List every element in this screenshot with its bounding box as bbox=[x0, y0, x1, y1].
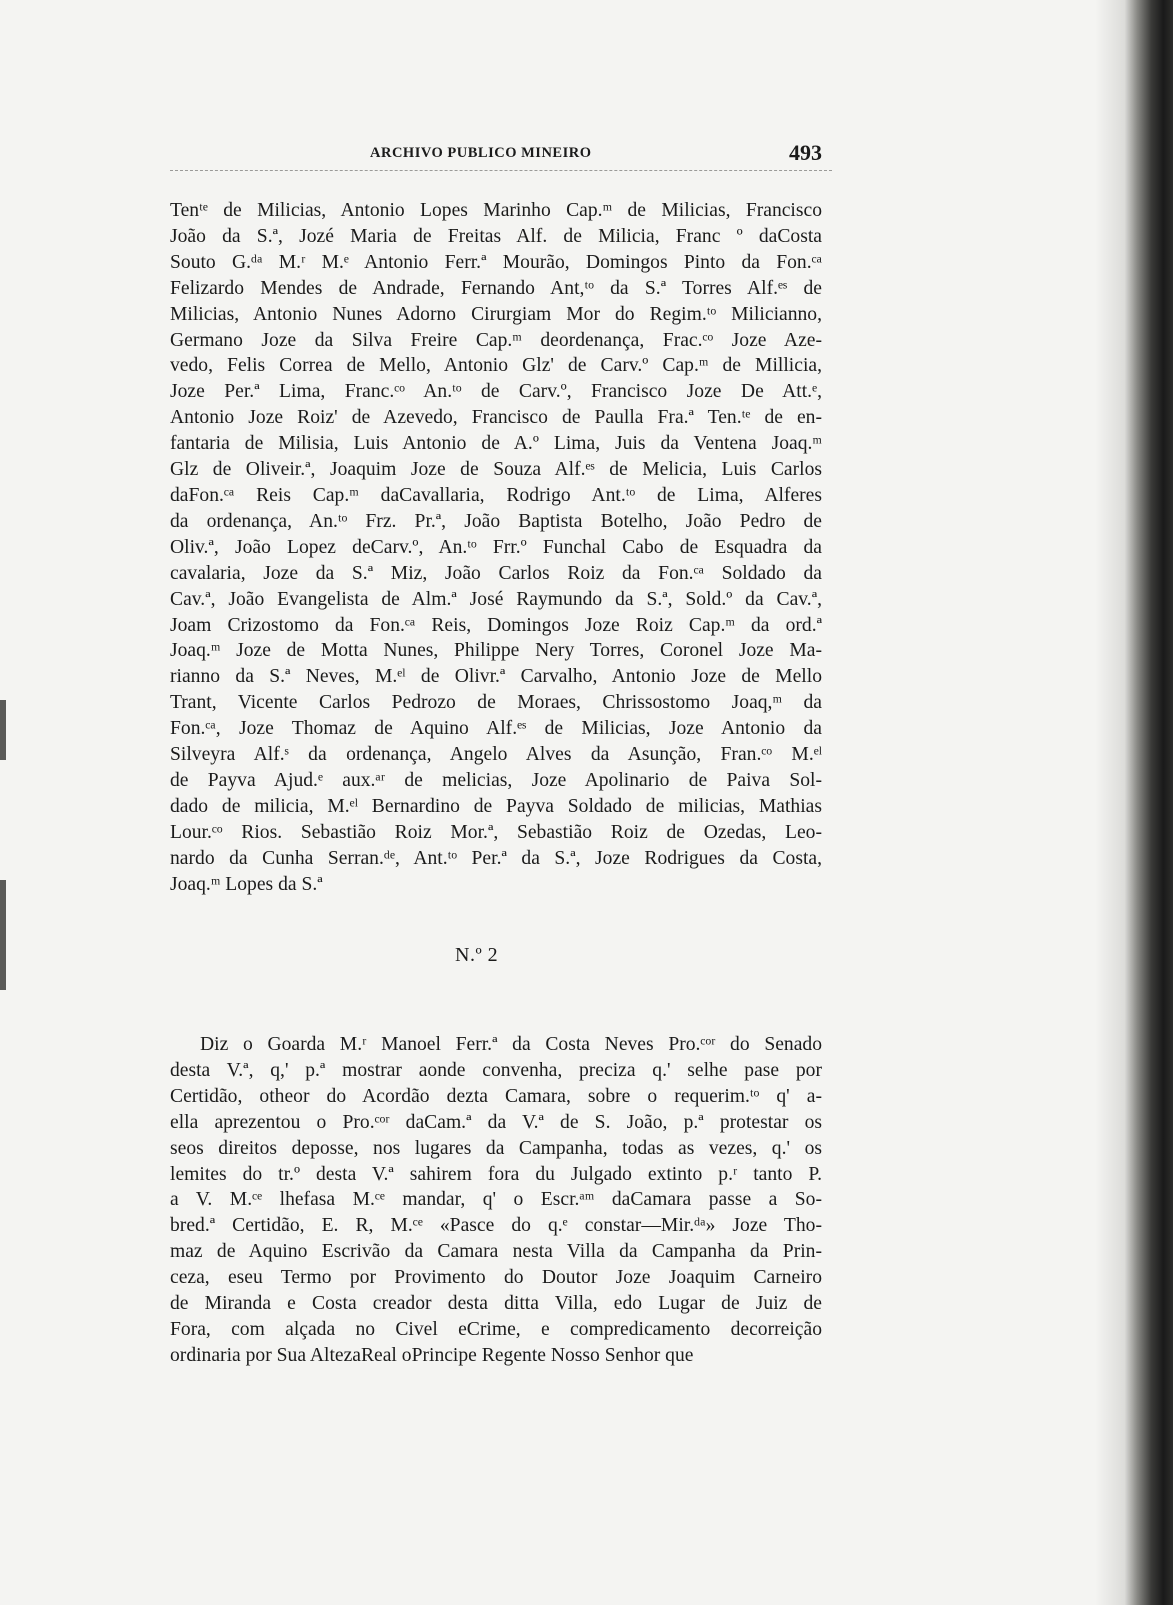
text-line: ella aprezentou o Pro.ᶜᵒʳ daCam.ª da V.ª de S. João, p.ª protestar os bbox=[170, 1111, 822, 1133]
text-line: seos direitos deposse, nos lugares da Campanha, todas as vezes, q.' os bbox=[170, 1137, 822, 1159]
left-margin-mark bbox=[0, 880, 6, 990]
text-line: Trant, Vicente Carlos Pedrozo de Moraes, Chrissostomo Joaq,ᵐ da bbox=[170, 692, 822, 714]
text-line: ceza, eseu Termo por Provimento do Doutor Joze Joaquim Carneiro bbox=[170, 1267, 822, 1289]
text-line: João da S.ª, Jozé Maria de Freitas Alf. de Milicia, Franc º daCosta bbox=[170, 225, 822, 247]
text-line: rianno da S.ª Neves, M.ᵉˡ de Olivr.ª Carvalho, Antonio Joze de Mello bbox=[170, 666, 822, 688]
section-heading: N.º 2 bbox=[455, 944, 499, 966]
header-rule bbox=[170, 170, 832, 172]
text-line: Oliv.ª, João Lopez deCarv.º, An.ᵗᵒ Frr.º Funchal Cabo de Esquadra da bbox=[170, 536, 822, 558]
text-line: ordinaria por Sua AltezaReal oPrincipe Regente Nosso Senhor que bbox=[170, 1344, 694, 1366]
text-line: Joaq.ᵐ Lopes da S.ª bbox=[170, 873, 323, 895]
text-line: Fon.ᶜᵃ, Joze Thomaz de Aquino Alf.ᵉˢ de Milicias, Joze Antonio da bbox=[170, 718, 822, 740]
text-line: Cav.ª, João Evangelista de Alm.ª José Raymundo da S.ª, Sold.º da Cav.ª, bbox=[170, 588, 822, 610]
text-line: bred.ª Certidão, E. R, M.ᶜᵉ «Pasce do q.ᵉ constar—Mir.ᵈᵃ» Joze Tho- bbox=[170, 1215, 822, 1237]
page-edge-shadow bbox=[1095, 0, 1125, 1605]
text-line: Felizardo Mendes de Andrade, Fernando Ant,ᵗᵒ da S.ª Torres Alf.ᵉˢ de bbox=[170, 277, 822, 299]
text-line: Diz o Goarda M.ʳ Manoel Ferr.ª da Costa Neves Pro.ᶜᵒʳ do Senado bbox=[200, 1034, 822, 1055]
text-line: lemites do tr.º desta V.ª sahirem fora du Julgado extinto p.ʳ tanto P. bbox=[170, 1163, 822, 1185]
text-line: a V. M.ᶜᵉ lhefasa M.ᶜᵉ mandar, q' o Escr.ᵃᵐ daCamara passe a So- bbox=[170, 1189, 822, 1211]
paragraph-names-list bbox=[170, 198, 822, 897]
text-line: nardo da Cunha Serran.ᵈᵉ, Ant.ᵗᵒ Per.ª da S.ª, Joze Rodrigues da Costa, bbox=[170, 847, 822, 869]
running-head bbox=[170, 142, 832, 170]
binding-edge bbox=[1125, 0, 1173, 1605]
text-line: Certidão, otheor do Acordão dezta Camara, sobre o requerim.ᵗᵒ q' a- bbox=[170, 1085, 822, 1107]
page-number: 493 bbox=[789, 140, 822, 165]
running-title: ARCHIVO PUBLICO MINEIRO bbox=[370, 145, 592, 161]
text-line: vedo, Felis Correa de Mello, Antonio Glz' de Carv.º Cap.ᵐ de Millicia, bbox=[170, 355, 822, 377]
text-line: Joam Crizostomo da Fon.ᶜᵃ Reis, Domingos Joze Roiz Cap.ᵐ da ord.ª bbox=[170, 614, 822, 636]
text-line: de Miranda e Costa creador desta ditta Villa, edo Lugar de Juiz de bbox=[170, 1293, 822, 1315]
text-line: Silveyra Alf.ˢ da ordenança, Angelo Alves da Asunção, Fran.ᶜᵒ M.ᵉˡ bbox=[170, 744, 822, 766]
text-line: maz de Aquino Escrivão da Camara nesta Villa da Campanha da Prin- bbox=[170, 1241, 822, 1263]
text-line: de Payva Ajud.ᵉ aux.ᵃʳ de melicias, Joze Apolinario de Paiva Sol- bbox=[170, 769, 822, 791]
text-line: Glz de Oliveir.ª, Joaquim Joze de Souza Alf.ᵉˢ de Melicia, Luis Carlos bbox=[170, 459, 822, 481]
text-line: cavalaria, Joze da S.ª Miz, João Carlos Roiz da Fon.ᶜᵃ Soldado da bbox=[170, 562, 822, 584]
text-line: Joze Per.ª Lima, Franc.ᶜᵒ An.ᵗᵒ de Carv.º, Francisco Joze De Att.ᵉ, bbox=[170, 381, 822, 403]
left-margin-mark bbox=[0, 700, 6, 760]
paragraph-petition bbox=[170, 1032, 822, 1369]
text-line: Milicias, Antonio Nunes Adorno Cirurgiam Mor do Regim.ᵗᵒ Milicianno, bbox=[170, 303, 822, 325]
text-line: Antonio Joze Roiz' de Azevedo, Francisco de Paulla Fra.ª Ten.ᵗᵉ de en- bbox=[170, 407, 822, 429]
text-line: Souto G.ᵈᵃ M.ʳ M.ᵉ Antonio Ferr.ª Mourão, Domingos Pinto da Fon.ᶜᵃ bbox=[170, 251, 822, 273]
text-line: da ordenança, An.ᵗᵒ Frz. Pr.ª, João Baptista Botelho, João Pedro de bbox=[170, 510, 822, 532]
text-line: Joaq.ᵐ Joze de Motta Nunes, Philippe Nery Torres, Coronel Joze Ma- bbox=[170, 640, 822, 662]
text-line: fantaria de Milisia, Luis Antonio de A.º Lima, Juis da Ventena Joaq.ᵐ bbox=[170, 433, 822, 455]
text-line: Fora, com alçada no Civel eCrime, e compredicamento decorreição bbox=[170, 1318, 822, 1340]
text-line: dado de milicia, M.ᵉˡ Bernardino de Payva Soldado de milicias, Mathias bbox=[170, 795, 822, 817]
text-line: Tenᵗᵉ de Milicias, Antonio Lopes Marinho Cap.ᵐ de Milicias, Francisco bbox=[170, 200, 822, 221]
text-line: daFon.ᶜᵃ Reis Cap.ᵐ daCavallaria, Rodrigo Ant.ᵗᵒ de Lima, Alferes bbox=[170, 484, 822, 506]
text-line: desta V.ª, q,' p.ª mostrar aonde convenha, preciza q.' selhe pase por bbox=[170, 1059, 822, 1081]
text-line: Germano Joze da Silva Freire Cap.ᵐ deordenança, Frac.ᶜᵒ Joze Aze- bbox=[170, 329, 822, 351]
text-line: Lour.ᶜᵒ Rios. Sebastião Roiz Mor.ª, Sebastião Roiz de Ozedas, Leo- bbox=[170, 821, 822, 843]
